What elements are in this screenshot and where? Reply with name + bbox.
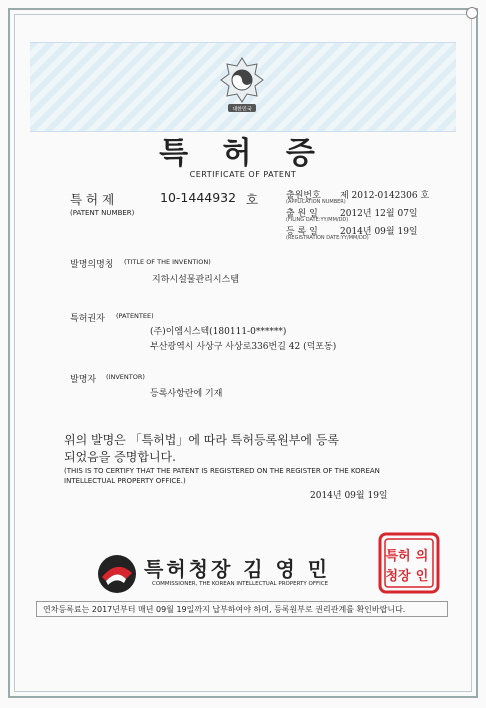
registration-date: 2014년 09월 19일 xyxy=(340,227,418,237)
invention-title-label: 발명의명칭 xyxy=(70,260,114,270)
filing-date: 2012년 12월 07일 xyxy=(340,209,418,219)
filing-date-label-en: (FILING DATE:YY/MM/DD) xyxy=(286,217,349,223)
issuer-name: 특허청장 김 영 민 xyxy=(144,557,331,581)
patentee-name: (주)이엠시스텍(180111-0******) xyxy=(150,327,287,337)
patentee-label: 특허권자 xyxy=(70,314,105,324)
corner-ornament xyxy=(466,7,478,19)
certification-statement-line2: 되었음을 증명합니다. xyxy=(64,450,176,464)
patent-number-label-en: (PATENT NUMBER) xyxy=(70,209,135,217)
inventor-value: 등록사항란에 기재 xyxy=(150,389,223,399)
invention-title-label-en: (TITLE OF THE INVENTION) xyxy=(124,258,211,266)
registration-date-label-en: (REGISTRATION DATE:YY/MM/DD) xyxy=(286,235,369,241)
filing-date-label: 출 원 일 xyxy=(286,209,318,219)
official-seal-icon xyxy=(378,532,440,594)
kipo-logo-icon xyxy=(96,553,138,595)
application-number: 제 2012-0142306 호 xyxy=(340,191,430,201)
svg-text:청장: 청장 xyxy=(385,569,411,584)
certificate-title: 특 허 증 xyxy=(159,136,327,171)
certification-statement-en2: INTELLECTUAL PROPERTY OFFICE.) xyxy=(64,477,186,485)
svg-text:의: 의 xyxy=(415,549,429,564)
patentee-label-en: (PATENTEE) xyxy=(116,312,154,320)
issue-date: 2014년 09월 19일 xyxy=(310,491,388,501)
registration-date-label: 등 록 일 xyxy=(286,227,318,237)
application-number-label: 출원번호 xyxy=(286,191,321,201)
invention-title: 지하시설물관리시스템 xyxy=(152,275,239,285)
inventor-label-en: (INVENTOR) xyxy=(106,373,145,381)
patentee-address: 부산광역시 사상구 사상로336번길 42 (덕포동) xyxy=(150,342,337,352)
issuer-name-en: COMMISSIONER, THE KOREAN INTELLECTUAL PROPERTY OFFICE xyxy=(152,581,329,587)
certification-statement-en1: (THIS IS TO CERTIFY THAT THE PATENT IS REGISTERED ON THE REGISTER OF THE KOREAN xyxy=(64,467,380,475)
svg-text:인: 인 xyxy=(415,569,429,584)
certificate-subtitle: CERTIFICATE OF PATENT xyxy=(189,170,297,179)
patent-number-label: 특 허 제 xyxy=(70,192,115,207)
svg-text:특허: 특허 xyxy=(385,549,411,564)
application-number-label-en: (APPLICATION NUMBER) xyxy=(286,199,346,205)
annual-fee-notice: 연차등록료는 2017년부터 매년 09월 19일까지 납부하여야 하며, 등록원부로 권리관계를 확인바랍니다. xyxy=(36,601,448,617)
patent-number: 10-1444932 xyxy=(160,190,237,205)
certification-statement-line1: 위의 발명은 「특허법」에 따라 특허등록원부에 등록 xyxy=(64,433,339,447)
government-emblem-icon xyxy=(219,56,265,116)
inventor-label: 발명자 xyxy=(70,375,97,385)
patent-number-suffix: 호 xyxy=(246,192,259,207)
svg-text:대한민국: 대한민국 xyxy=(232,106,252,113)
